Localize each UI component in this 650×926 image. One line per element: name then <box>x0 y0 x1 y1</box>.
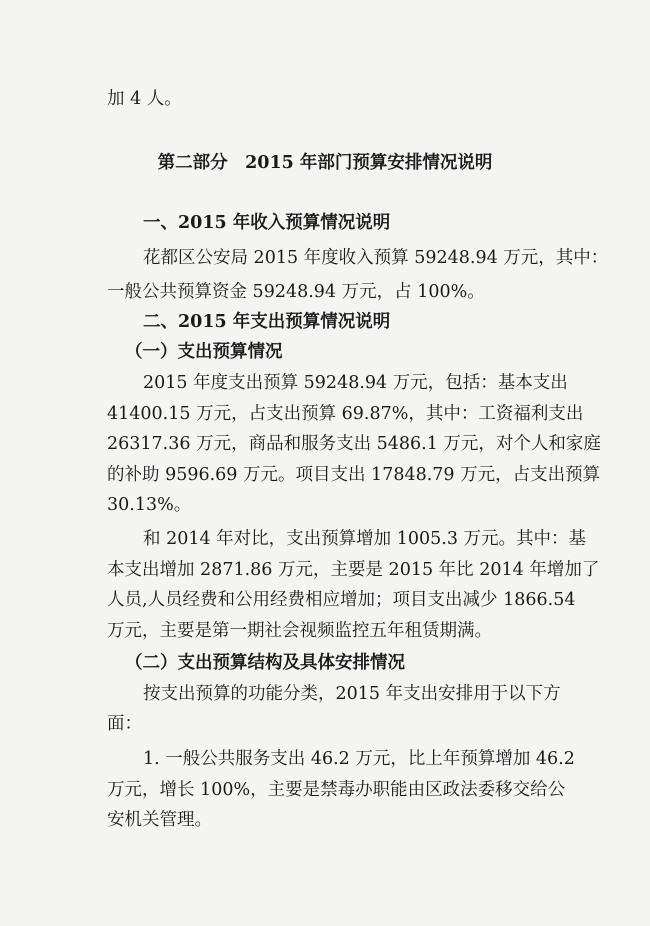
sub1-heading: （一）支出预算情况 <box>125 342 283 362</box>
sub1-para2-line: 本支出增加 2871.86 万元，主要是 2015 年比 2014 年增加了 <box>107 560 600 580</box>
section1-heading: 一、2015 年收入预算情况说明 <box>143 213 391 233</box>
sub1-para-line: 2015 年度支出预算 59248.94 万元，包括：基本支出 <box>143 373 568 393</box>
sub1-para-line: 41400.15 万元，占支出预算 69.87%，其中：工资福利支出 <box>107 404 584 424</box>
sub1-para2-line: 人员,人员经费和公用经费相应增加；项目支出减少 1866.54 <box>107 590 576 610</box>
sub1-para2-line: 和 2014 年对比，支出预算增加 1005.3 万元。其中：基 <box>143 529 587 549</box>
sub2-para-line: 按支出预算的功能分类，2015 年支出安排用于以下方 <box>143 684 561 704</box>
section1-para-line: 花都区公安局 2015 年度收入预算 59248.94 万元，其中： <box>143 248 609 268</box>
sub2-heading: （二）支出预算结构及具体安排情况 <box>125 653 405 673</box>
sub1-para-line: 26317.36 万元，商品和服务支出 5486.1 万元，对个人和家庭 <box>107 434 601 454</box>
continued-line: 加 4 人。 <box>107 89 182 109</box>
sub1-para-line: 的补助 9596.69 万元。项目支出 17848.79 万元，占支出预算 <box>107 465 601 485</box>
part-title: 第二部分 2015 年部门预算安排情况说明 <box>157 153 493 173</box>
sub2-item1-line: 1. 一般公共服务支出 46.2 万元，比上年预算增加 46.2 <box>143 749 575 769</box>
sub1-para-line: 30.13%。 <box>107 495 192 515</box>
section2-heading: 二、2015 年支出预算情况说明 <box>143 312 391 332</box>
sub2-item1-line: 万元，增长 100%，主要是禁毒办职能由区政法委移交给公 <box>107 780 566 800</box>
sub1-para2-line: 万元，主要是第一期社会视频监控五年租赁期满。 <box>107 621 492 641</box>
sub2-para-line: 面： <box>107 714 142 734</box>
section1-para-line: 一般公共预算资金 59248.94 万元，占 100%。 <box>107 282 485 302</box>
sub2-item1-line: 安机关管理。 <box>107 810 212 830</box>
